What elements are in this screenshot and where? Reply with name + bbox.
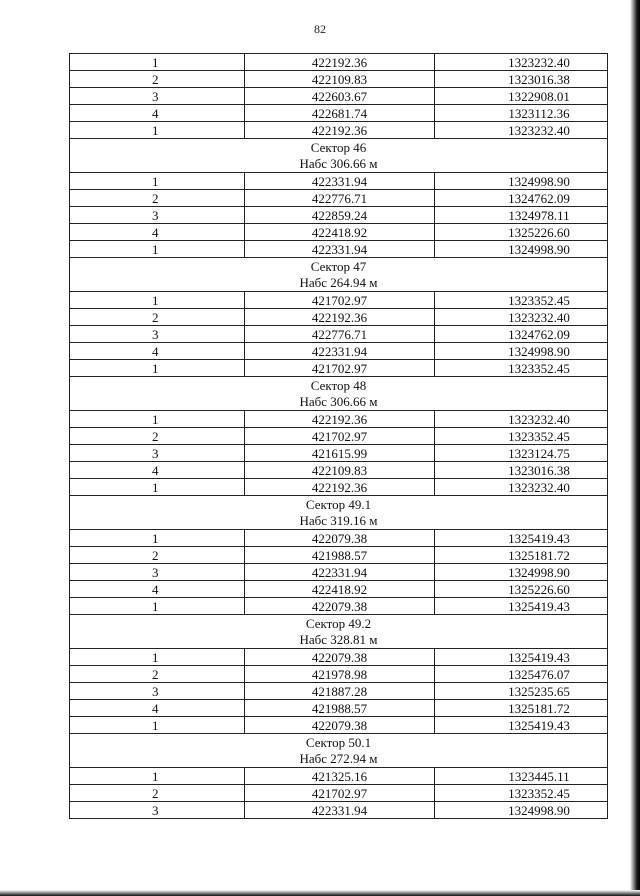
x-coordinate-cell: 421702.97 (245, 428, 435, 445)
sector-title: Сектор 49.2 (305, 615, 372, 631)
coordinate-row (70, 309, 608, 326)
point-number-cell: 1 (70, 479, 245, 496)
point-number-cell: 4 (70, 343, 245, 360)
coordinate-row (70, 428, 608, 445)
y-coordinate-cell: 1325226.60 (435, 224, 608, 241)
x-coordinate-cell: 421978.98 (245, 666, 435, 683)
y-coordinate-cell: 1322908.01 (435, 88, 608, 105)
point-number-cell: 1 (70, 598, 245, 615)
sector-absolute-height: Набс 319.16 м (299, 512, 378, 528)
coordinate-row (70, 173, 608, 190)
point-number-cell: 1 (70, 173, 245, 190)
point-number-cell: 4 (70, 224, 245, 241)
sector-absolute-height: Набс 272.94 м (299, 750, 378, 766)
point-number-cell: 1 (70, 411, 245, 428)
y-coordinate-cell: 1323232.40 (435, 54, 608, 71)
page-number: 82 (314, 22, 326, 36)
x-coordinate-cell: 422192.36 (245, 122, 435, 139)
point-number-cell: 3 (70, 445, 245, 462)
y-coordinate-cell: 1323352.45 (435, 360, 608, 377)
sector-header-row (70, 377, 608, 411)
coordinate-row (70, 292, 608, 309)
point-number-cell: 3 (70, 326, 245, 343)
coordinate-row (70, 717, 608, 734)
point-number-cell: 3 (70, 683, 245, 700)
coordinate-row (70, 343, 608, 360)
y-coordinate-cell: 1324998.90 (435, 564, 608, 581)
coordinate-row (70, 785, 608, 802)
x-coordinate-cell: 422109.83 (245, 71, 435, 88)
coordinate-row (70, 530, 608, 547)
x-coordinate-cell: 421702.97 (245, 785, 435, 802)
point-number-cell: 3 (70, 564, 245, 581)
y-coordinate-cell: 1323016.38 (435, 71, 608, 88)
x-coordinate-cell: 421702.97 (245, 292, 435, 309)
point-number-cell: 1 (70, 54, 245, 71)
y-coordinate-cell: 1323352.45 (435, 785, 608, 802)
scan-edge-bottom (0, 890, 640, 896)
coordinate-row (70, 547, 608, 564)
y-coordinate-cell: 1323232.40 (435, 411, 608, 428)
coordinate-row (70, 190, 608, 207)
x-coordinate-cell: 422079.38 (245, 530, 435, 547)
scan-edge-right (630, 0, 640, 896)
y-coordinate-cell: 1323352.45 (435, 428, 608, 445)
x-coordinate-cell: 421702.97 (245, 360, 435, 377)
x-coordinate-cell: 422776.71 (245, 190, 435, 207)
sector-absolute-height: Набс 328.81 м (299, 631, 378, 647)
y-coordinate-cell: 1323124.75 (435, 445, 608, 462)
y-coordinate-cell: 1324998.90 (435, 802, 608, 819)
y-coordinate-cell: 1324998.90 (435, 173, 608, 190)
y-coordinate-cell: 1325181.72 (435, 547, 608, 564)
point-number-cell: 2 (70, 666, 245, 683)
y-coordinate-cell: 1324978.11 (435, 207, 608, 224)
sector-header-row (70, 615, 608, 649)
y-coordinate-cell: 1324998.90 (435, 343, 608, 360)
x-coordinate-cell: 422109.83 (245, 462, 435, 479)
coordinate-row (70, 241, 608, 258)
x-coordinate-cell: 421615.99 (245, 445, 435, 462)
y-coordinate-cell: 1323445.11 (435, 768, 608, 785)
coordinate-row (70, 700, 608, 717)
point-number-cell: 2 (70, 190, 245, 207)
coordinate-row (70, 666, 608, 683)
y-coordinate-cell: 1323016.38 (435, 462, 608, 479)
y-coordinate-cell: 1325419.43 (435, 649, 608, 666)
coordinate-row (70, 326, 608, 343)
point-number-cell: 1 (70, 241, 245, 258)
coordinate-row (70, 768, 608, 785)
point-number-cell: 1 (70, 768, 245, 785)
point-number-cell: 4 (70, 462, 245, 479)
sector-header-row (70, 496, 608, 530)
sector-title: Сектор 46 (310, 139, 367, 155)
x-coordinate-cell: 421887.28 (245, 683, 435, 700)
sector-absolute-height: Набс 306.66 м (299, 155, 378, 171)
coordinate-row (70, 207, 608, 224)
point-number-cell: 3 (70, 802, 245, 819)
point-number-cell: 1 (70, 292, 245, 309)
point-number-cell: 2 (70, 428, 245, 445)
sector-header-cell (70, 615, 608, 649)
coordinate-row (70, 224, 608, 241)
sector-header-cell (70, 734, 608, 768)
coordinate-row (70, 88, 608, 105)
y-coordinate-cell: 1325235.65 (435, 683, 608, 700)
x-coordinate-cell: 422331.94 (245, 343, 435, 360)
point-number-cell: 4 (70, 581, 245, 598)
coordinate-row (70, 122, 608, 139)
coordinate-row (70, 360, 608, 377)
coordinate-row (70, 649, 608, 666)
point-number-cell: 1 (70, 717, 245, 734)
point-number-cell: 3 (70, 207, 245, 224)
point-number-cell: 1 (70, 360, 245, 377)
x-coordinate-cell: 421325.16 (245, 768, 435, 785)
coordinate-row (70, 105, 608, 122)
point-number-cell: 2 (70, 309, 245, 326)
x-coordinate-cell: 421988.57 (245, 700, 435, 717)
y-coordinate-cell: 1325226.60 (435, 581, 608, 598)
x-coordinate-cell: 422192.36 (245, 309, 435, 326)
point-number-cell: 4 (70, 105, 245, 122)
y-coordinate-cell: 1325419.43 (435, 530, 608, 547)
point-number-cell: 1 (70, 122, 245, 139)
point-number-cell: 1 (70, 649, 245, 666)
sector-title: Сектор 49.1 (305, 496, 372, 512)
coordinates-table (69, 53, 608, 819)
coordinate-row (70, 411, 608, 428)
y-coordinate-cell: 1325476.07 (435, 666, 608, 683)
x-coordinate-cell: 422331.94 (245, 241, 435, 258)
coordinate-row (70, 462, 608, 479)
sector-title: Сектор 48 (310, 377, 367, 393)
x-coordinate-cell: 422776.71 (245, 326, 435, 343)
coordinate-row (70, 598, 608, 615)
y-coordinate-cell: 1325419.43 (435, 598, 608, 615)
point-number-cell: 2 (70, 785, 245, 802)
x-coordinate-cell: 422603.67 (245, 88, 435, 105)
x-coordinate-cell: 422418.92 (245, 224, 435, 241)
y-coordinate-cell: 1323352.45 (435, 292, 608, 309)
x-coordinate-cell: 421988.57 (245, 547, 435, 564)
coordinate-row (70, 683, 608, 700)
point-number-cell: 4 (70, 700, 245, 717)
point-number-cell: 2 (70, 547, 245, 564)
x-coordinate-cell: 422079.38 (245, 717, 435, 734)
x-coordinate-cell: 422681.74 (245, 105, 435, 122)
sector-header-row (70, 734, 608, 768)
coordinates-table-body (70, 54, 608, 819)
sector-title: Сектор 47 (310, 258, 367, 274)
point-number-cell: 2 (70, 71, 245, 88)
x-coordinate-cell: 422192.36 (245, 411, 435, 428)
y-coordinate-cell: 1324998.90 (435, 241, 608, 258)
y-coordinate-cell: 1324762.09 (435, 190, 608, 207)
x-coordinate-cell: 422079.38 (245, 649, 435, 666)
coordinate-row (70, 479, 608, 496)
x-coordinate-cell: 422192.36 (245, 54, 435, 71)
sector-header-cell (70, 139, 608, 173)
coordinate-row (70, 581, 608, 598)
x-coordinate-cell: 422192.36 (245, 479, 435, 496)
sector-absolute-height: Набс 306.66 м (299, 393, 378, 409)
y-coordinate-cell: 1324762.09 (435, 326, 608, 343)
coordinate-row (70, 71, 608, 88)
y-coordinate-cell: 1323232.40 (435, 122, 608, 139)
sector-title: Сектор 50.1 (305, 734, 372, 750)
y-coordinate-cell: 1323232.40 (435, 479, 608, 496)
sector-header-row (70, 139, 608, 173)
point-number-cell: 3 (70, 88, 245, 105)
coordinate-row (70, 445, 608, 462)
sector-absolute-height: Набс 264.94 м (299, 274, 378, 290)
coordinate-row (70, 802, 608, 819)
coordinate-row (70, 54, 608, 71)
point-number-cell: 1 (70, 530, 245, 547)
x-coordinate-cell: 422331.94 (245, 564, 435, 581)
sector-header-row (70, 258, 608, 292)
y-coordinate-cell: 1323232.40 (435, 309, 608, 326)
y-coordinate-cell: 1323112.36 (435, 105, 608, 122)
x-coordinate-cell: 422859.24 (245, 207, 435, 224)
sector-header-cell (70, 496, 608, 530)
y-coordinate-cell: 1325181.72 (435, 700, 608, 717)
sector-header-cell (70, 258, 608, 292)
coordinate-row (70, 564, 608, 581)
x-coordinate-cell: 422331.94 (245, 173, 435, 190)
x-coordinate-cell: 422418.92 (245, 581, 435, 598)
sector-header-cell (70, 377, 608, 411)
y-coordinate-cell: 1325419.43 (435, 717, 608, 734)
x-coordinate-cell: 422079.38 (245, 598, 435, 615)
x-coordinate-cell: 422331.94 (245, 802, 435, 819)
